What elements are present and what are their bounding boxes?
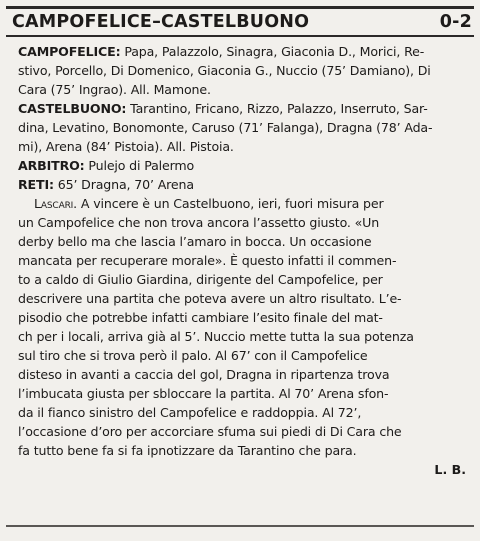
match-title: CAMPOFELICE–CASTELBUONO xyxy=(12,12,310,32)
lineup-home-line-1: CAMPOFELICE: Papa, Palazzolo, Sinagra, Giaconia D., Morici, Re- xyxy=(18,44,425,59)
home-team-label: CAMPOFELICE: xyxy=(18,44,121,59)
article-line-1: Lascari. A vincere è un Castelbuono, ieri, fuori misura per xyxy=(34,196,384,211)
bottom-rule xyxy=(6,525,474,527)
article-line-12: da il fianco sinistro del Campofelice e raddoppia. Al 72’, xyxy=(18,405,362,420)
lineup-home-line-2: stivo, Porcello, Di Domenico, Giaconia G., Nuccio (75’ Damiano), Di xyxy=(18,63,431,78)
referee-name: Pulejo di Palermo xyxy=(88,158,195,173)
article-line-13: l’occasione d’oro per accorciare sfuma sui piedi di Di Cara che xyxy=(18,424,402,439)
author-signature: L. B. xyxy=(434,462,466,477)
article-line-4: mancata per recuperare morale». È questo infatti il commen- xyxy=(18,253,397,268)
referee-label: ARBITRO: xyxy=(18,158,85,173)
away-team-label: CASTELBUONO: xyxy=(18,101,127,116)
lineup-home-line-3: Cara (75’ Ingrao). All. Mamone. xyxy=(18,82,211,97)
article-line-6: descrivere una partita che poteva avere un altro risultato. L’e- xyxy=(18,291,402,306)
article-line-14: fa tutto bene fa si fa ipnotizzare da Tarantino che para. xyxy=(18,443,357,458)
article-line-7: pisodio che potrebbe infatti cambiare l’esito finale del mat- xyxy=(18,310,383,325)
article-line-2: un Campofelice che non trova ancora l’assetto giusto. «Un xyxy=(18,215,380,230)
goals-list: 65’ Dragna, 70’ Arena xyxy=(57,177,194,192)
article-line-9: sul tiro che si trova però il palo. Al 67’ con il Campofelice xyxy=(18,348,368,363)
lineup-away-line-3: mi), Arena (84’ Pistoia). All. Pistoia. xyxy=(18,139,234,154)
article-line-3: derby bello ma che lascia l’amaro in bocca. Un occasione xyxy=(18,234,372,249)
header-rule xyxy=(6,35,474,37)
goals-label: RETI: xyxy=(18,177,54,192)
match-report xyxy=(6,6,474,479)
referee-line xyxy=(6,156,474,175)
dateline: Lascari. xyxy=(34,196,78,211)
lineup-away-line-1: CASTELBUONO: Tarantino, Fricano, Rizzo, Palazzo, Inserruto, Sar- xyxy=(18,101,428,116)
article-line-8: ch per i locali, arriva già al 5’. Nuccio mette tutta la sua potenza xyxy=(18,329,414,344)
lineup-away-line-2: dina, Levatino, Bonomonte, Caruso (71’ Falanga), Dragna (78’ Ada- xyxy=(18,120,433,135)
article-line-10: disteso in avanti a caccia del gol, Dragna in ripartenza trova xyxy=(18,367,390,382)
article-line-5: to a caldo di Giulio Giardina, dirigente del Campofelice, per xyxy=(18,272,383,287)
match-header xyxy=(6,12,474,35)
top-rule xyxy=(6,6,474,9)
match-score: 0-2 xyxy=(439,12,472,32)
goals-line xyxy=(6,175,474,194)
article-line-11: l’imbucata giusta per sbloccare la partita. Al 70’ Arena sfon- xyxy=(18,386,389,401)
